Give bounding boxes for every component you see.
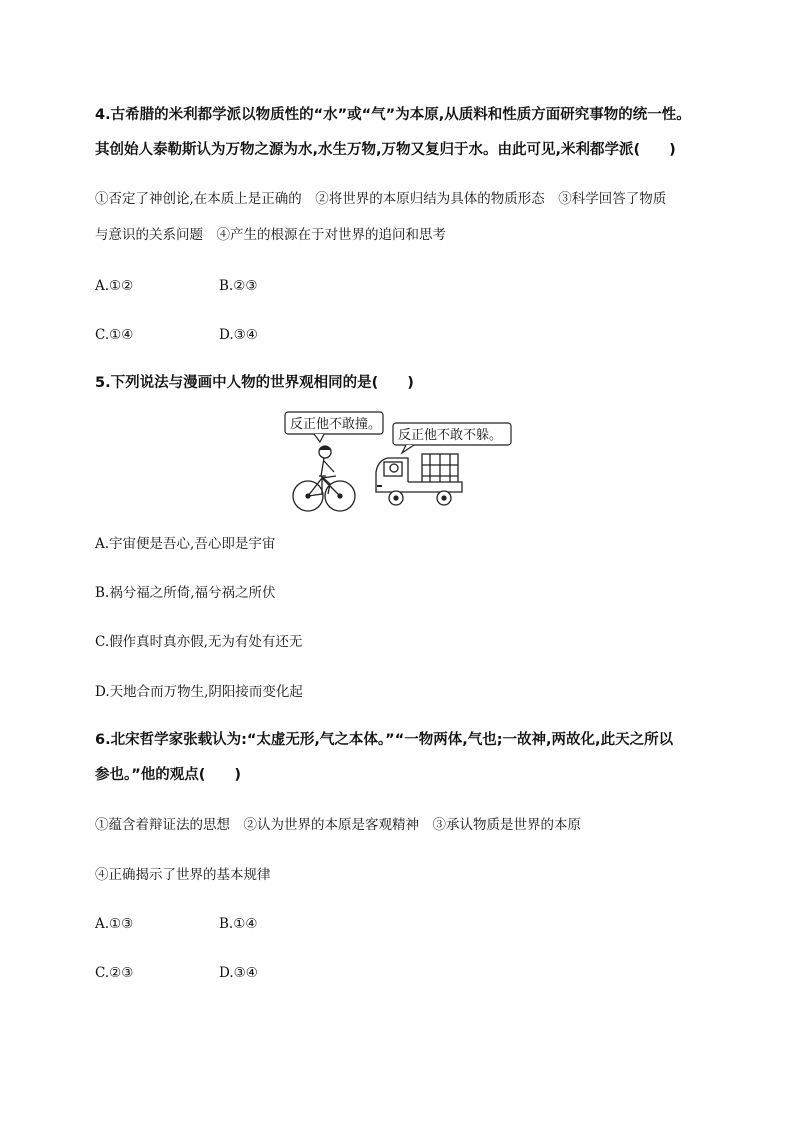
q6-statements-line2: ④正确揭示了世界的基本规律: [95, 867, 271, 883]
q6-stem-line1: 6.北宋哲学家张载认为:“太虚无形,气之本体。”“一物两体,气也;一故神,两故化,此天之所以: [95, 732, 674, 748]
q4-option-a: A.①②: [95, 278, 134, 294]
q4-stem-line1: 4.古希腊的米利都学派以物质性的“水”或“气”为本原,从质料和性质方面研究事物的统一性。: [95, 107, 691, 123]
cartoon-figure: [284, 406, 514, 514]
q6-stem-line2: 参也。”他的观点( ): [95, 767, 242, 783]
speech-bubble-left: [285, 412, 383, 442]
q4-option-d: D.③④: [219, 327, 258, 343]
truck-illustration: [376, 454, 462, 505]
q4-statements-line1: ①否定了神创论,在本质上是正确的 ②将世界的本原归结为具体的物质形态 ③科学回答了物质: [95, 191, 667, 207]
q6-option-b: B.①④: [219, 916, 258, 932]
q4-statements-line2: 与意识的关系问题 ④产生的根源在于对世界的追问和思考: [95, 227, 446, 243]
bubble-right-text: 反正他不敢不躲。: [398, 428, 503, 443]
bicycle-rider-illustration: [293, 446, 355, 511]
q4-stem-line2: 其创始人泰勒斯认为万物之源为水,水生万物,万物又复归于水。由此可见,米利都学派( ): [95, 142, 676, 158]
q6-option-d: D.③④: [219, 965, 258, 981]
q5-option-a: A.宇宙便是吾心,吾心即是宇宙: [95, 536, 276, 552]
speech-bubble-right: [393, 423, 511, 453]
q5-option-b: B.祸兮福之所倚,福兮祸之所伏: [95, 585, 276, 601]
q4-option-b: B.②③: [219, 278, 258, 294]
bubble-left-text: 反正他不敢撞。: [290, 417, 382, 432]
q6-option-a: A.①③: [95, 916, 134, 932]
q6-option-c: C.②③: [95, 965, 134, 981]
q5-stem: 5.下列说法与漫画中人物的世界观相同的是( ): [95, 375, 414, 391]
q5-option-d: D.天地合而万物生,阴阳接而变化起: [95, 684, 303, 700]
q5-option-c: C.假作真时真亦假,无为有处有还无: [95, 634, 303, 650]
q4-option-c: C.①④: [95, 327, 134, 343]
q6-statements-line1: ①蕴含着辩证法的思想 ②认为世界的本原是客观精神 ③承认物质是世界的本原: [95, 817, 581, 833]
